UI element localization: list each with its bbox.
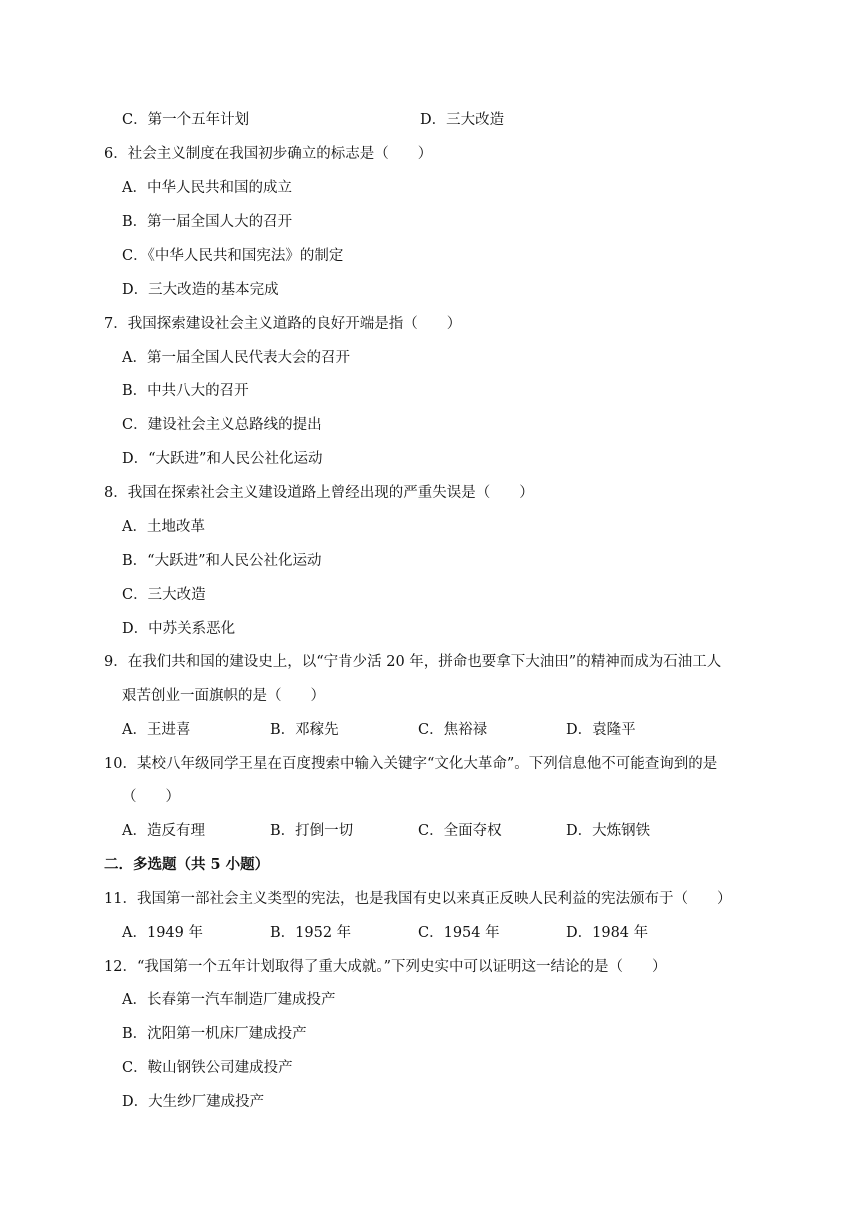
q8-option-d: D．中苏关系恶化 (122, 621, 236, 637)
q10-options-row (122, 821, 714, 841)
q8-option-a: A．土地改革 (122, 519, 205, 535)
q10-stem-line2: （ ） (122, 789, 180, 805)
q6-option-a: A．中华人民共和国的成立 (122, 180, 292, 196)
q12-stem: 12．“我国第一个五年计划取得了重大成就。”下列史实中可以证明这一结论的是（ ） (104, 959, 667, 975)
q5-option-d: D．三大改造 (420, 112, 505, 128)
q11-options-row (122, 923, 714, 943)
q8-stem: 8．我国在探索社会主义建设道路上曾经出现的严重失误是（ ） (104, 485, 534, 501)
q6-stem: 6．社会主义制度在我国初步确立的标志是（ ） (104, 146, 433, 162)
q8-option-b: B．“大跃进”和人民公社化运动 (122, 553, 322, 569)
q9-option-a: A．王进喜 (122, 722, 191, 738)
q9-option-b: B．邓稼先 (270, 722, 339, 738)
q6-option-d: D．三大改造的基本完成 (122, 282, 279, 298)
q10-stem-line1: 10．某校八年级同学王星在百度搜索中输入关键字“文化大革命”。下列信息他不可能查询到的是 (104, 756, 718, 772)
q5-option-c: C．第一个五年计划 (122, 112, 250, 128)
q10-option-c: C．全面夺权 (418, 823, 502, 839)
q11-option-d: D．1984 年 (566, 925, 649, 941)
q6-option-b: B．第一届全国人大的召开 (122, 214, 293, 230)
q7-option-b: B．中共八大的召开 (122, 383, 249, 399)
q8-option-c: C．三大改造 (122, 587, 206, 603)
q12-option-d: D．大生纱厂建成投产 (122, 1094, 265, 1110)
q10-option-d: D．大炼钢铁 (566, 823, 651, 839)
q6-option-c: C．《中华人民共和国宪法》的制定 (122, 248, 344, 264)
q9-stem-line1: 9．在我们共和国的建设史上，以“宁肯少活 20 年，拼命也要拿下大油田”的精神而成为石油工人 (104, 654, 722, 670)
q9-option-c: C．焦裕禄 (418, 722, 488, 738)
q7-option-d: D．“大跃进”和人民公社化运动 (122, 451, 323, 467)
q9-option-d: D．袁隆平 (566, 722, 636, 738)
q11-option-b: B．1952 年 (270, 925, 352, 941)
q12-option-c: C．鞍山钢铁公司建成投产 (122, 1060, 293, 1076)
q11-option-c: C．1954 年 (418, 925, 500, 941)
q9-stem-line2: 艰苦创业一面旗帜的是（ ） (122, 688, 325, 704)
section-heading: 二．多选题（共 5 小题） (104, 856, 270, 873)
q7-option-c: C．建设社会主义总路线的提出 (122, 417, 322, 433)
q12-option-b: B．沈阳第一机床厂建成投产 (122, 1026, 307, 1042)
q11-option-a: A．1949 年 (122, 925, 203, 941)
q7-option-a: A．第一届全国人民代表大会的召开 (122, 350, 350, 366)
q5-options-row (122, 110, 718, 130)
q10-option-b: B．打倒一切 (270, 823, 354, 839)
q9-options-row (122, 720, 714, 740)
q7-stem: 7．我国探索建设社会主义道路的良好开端是指（ ） (104, 316, 462, 332)
q11-stem: 11．我国第一部社会主义类型的宪法，也是我国有史以来真正反映人民利益的宪法颁布于（ ） (104, 891, 732, 907)
q10-option-a: A．造反有理 (122, 823, 205, 839)
q12-option-a: A．长春第一汽车制造厂建成投产 (122, 992, 336, 1008)
